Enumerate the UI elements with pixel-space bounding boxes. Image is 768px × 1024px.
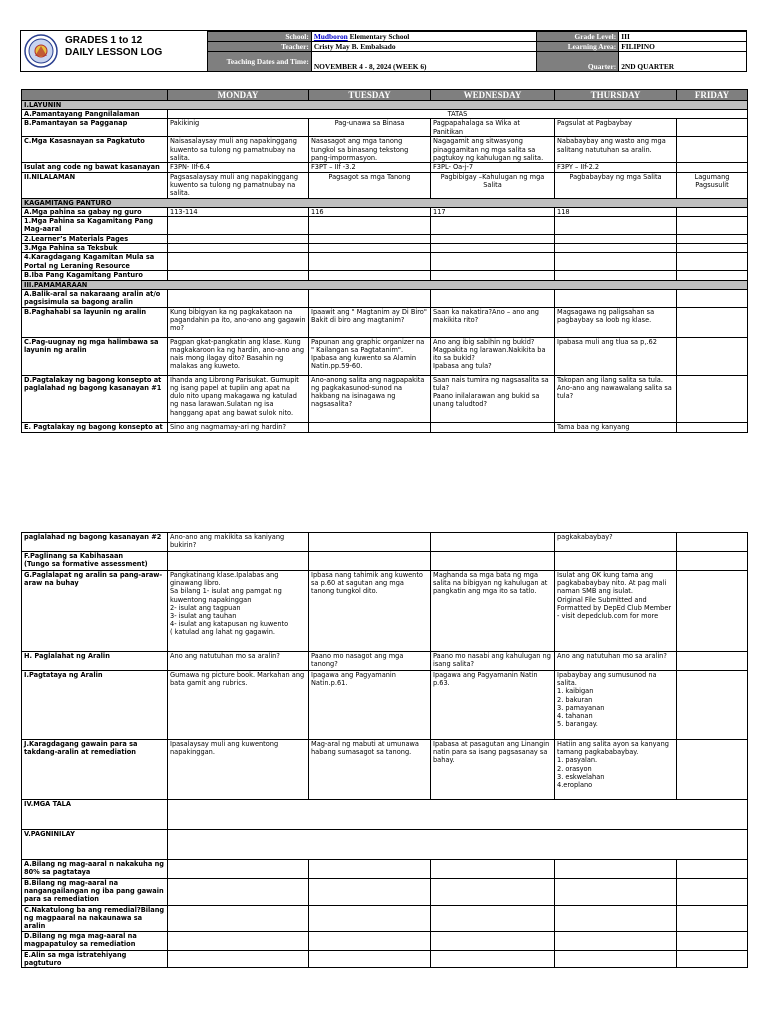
day-cell-tuesday[interactable]: Ipaawit ang " Magtanim ay Di Biro" Bakit di biro ang magtanim?: [309, 307, 431, 337]
day-cell-friday[interactable]: [677, 337, 748, 375]
day-cell-thursday[interactable]: [555, 217, 677, 235]
day-cell-monday[interactable]: Ano ang natutuhan mo sa aralin?: [168, 652, 309, 671]
day-cell-tuesday[interactable]: [309, 931, 431, 950]
header-info-table: [207, 31, 747, 72]
day-cell-wednesday[interactable]: [431, 533, 555, 552]
day-cell-thursday[interactable]: [555, 244, 677, 253]
row-label: 3.Mga Pahina sa Teksbuk: [22, 244, 168, 253]
day-cell-monday[interactable]: F3PN- IIf-6.4: [168, 163, 309, 172]
school-label: School:: [208, 32, 312, 42]
lesson-log-table-page-2: [21, 532, 748, 968]
row-label: I.Pagtataya ng Aralin: [22, 671, 168, 740]
row-label: E. Pagtalakay ng bagong konsepto at: [22, 422, 168, 432]
day-cell-monday[interactable]: Pagpan gkat-pangkatin ang klase. Kung magkakaroon ka ng hardin, ano-ano ang nais mong ilagay dito? Basahin ng malakas ang kuweto.: [168, 337, 309, 375]
day-cell-tuesday[interactable]: Ipbasa nang tahimik ang kuwento sa p.60 at sagutan ang mga tanong tungkol dito.: [309, 571, 431, 652]
table-row: [22, 198, 748, 207]
day-cell-tuesday[interactable]: [309, 289, 431, 307]
table-row: [22, 422, 748, 432]
day-cell-wednesday[interactable]: [431, 931, 555, 950]
school-link[interactable]: Mudboron: [313, 32, 348, 41]
day-cell-friday[interactable]: [677, 740, 748, 800]
day-cell-wednesday[interactable]: [431, 860, 555, 879]
row-label: G.Paglalapat ng aralin sa pang-araw-araw na buhay: [22, 571, 168, 652]
row-label: V.PAGNINILAY: [22, 830, 168, 860]
day-cell-tuesday[interactable]: [309, 860, 431, 879]
day-cell-monday[interactable]: [168, 552, 309, 571]
row-label: C.Mga Kasasnayan sa Pagkatuto: [22, 137, 168, 163]
learning-area-value: FILIPINO: [619, 42, 747, 52]
day-cell-wednesday[interactable]: Paano mo nasabi ang kahulugan ng isang salita?: [431, 652, 555, 671]
row-label: A.Balik-aral sa nakaraang aralin at/o pagsisimula sa bagong aralin: [22, 289, 168, 307]
row-label: E.Alin sa mga istratehiyang pagtuturo: [22, 950, 168, 967]
row-label: D.Pagtalakay ng bagong konsepto at paglalahad ng bagong kasanayan #1: [22, 375, 168, 422]
row-label: C.Pag-uugnay ng mga halimbawa sa layunin ng aralin: [22, 337, 168, 375]
day-cell-monday[interactable]: Gumawa ng picture book. Markahan ang bata gamit ang rubrics.: [168, 671, 309, 740]
day-cell-thursday[interactable]: Pagbabaybay ng mga Salita: [555, 172, 677, 198]
day-cell-monday[interactable]: Naisasalaysay muli ang napakinggang kuwento sa tulong ng pamatnubay na salita.: [168, 137, 309, 163]
day-cell-tuesday[interactable]: Ano-anong salita ang nagpapakita ng pagkakasunod-sunod na hakbang na isinagawa ng nagsasalita?: [309, 375, 431, 422]
day-cell-friday[interactable]: [677, 307, 748, 337]
day-cell-friday[interactable]: [677, 671, 748, 740]
table-row: [22, 137, 748, 163]
day-cell-thursday[interactable]: [555, 879, 677, 906]
table-row: [22, 533, 748, 552]
day-cell-monday[interactable]: [168, 217, 309, 235]
day-cell-friday[interactable]: [677, 235, 748, 244]
day-cell-thursday[interactable]: [555, 235, 677, 244]
row-label: F.Paglinang sa Kabihasaan (Tungo sa formative assessment): [22, 552, 168, 571]
day-cell-monday[interactable]: [168, 271, 309, 280]
table-row: [22, 950, 748, 967]
day-cell-thursday[interactable]: 118: [555, 207, 677, 216]
day-cell-thursday[interactable]: Ipabaybay ang sumusunod na salita. 1. kaibigan 2. bakuran 3. pamayanan 4. tahanan 5. barangay.: [555, 671, 677, 740]
table-row: [22, 307, 748, 337]
day-cell-tuesday[interactable]: Mag-aral ng mabuti at umunawa habang sumasagot sa tanong.: [309, 740, 431, 800]
day-cell-thursday[interactable]: [555, 289, 677, 307]
day-cell-wednesday[interactable]: Ipabasa at pasagutan ang Linangin natin para sa isang pagsasanay sa bahay.: [431, 740, 555, 800]
row-label: B.Paghahabi sa layunin ng aralin: [22, 307, 168, 337]
day-header-monday: MONDAY: [168, 90, 309, 101]
day-cell-friday[interactable]: [677, 217, 748, 235]
quarter-value: 2ND QUARTER: [619, 52, 747, 72]
day-cell-tuesday[interactable]: Papunan ang graphic organizer na " Kailangan sa Pagtatanim". Ipabasa ang kuwento sa Alamin Natin.pp.59-60.: [309, 337, 431, 375]
row-label: D.Bilang ng mga mag-aaral na magpapatuloy sa remediation: [22, 931, 168, 950]
day-cell-friday[interactable]: [677, 931, 748, 950]
day-cell-thursday[interactable]: [555, 950, 677, 967]
row-label: KAGAMITANG PANTURO: [22, 198, 748, 207]
row-label: B.Bilang ng mag-aaral na nangangailangan ng iba pang gawain para sa remediation: [22, 879, 168, 906]
day-cell-tuesday[interactable]: [309, 271, 431, 280]
row-label: I.LAYUNIN: [22, 101, 748, 110]
day-cell-thursday[interactable]: F3PY – IIf-2.2: [555, 163, 677, 172]
lesson-log-table-page-1: [21, 89, 748, 433]
row-label: paglalahad ng bagong kasanayan #2: [22, 533, 168, 552]
day-cell-monday[interactable]: Ihanda ang Librong Parisukat. Gumupit ng isang papel at tupiin ang apat na dulo nito upang makagawa ng katulad ng nasa larawan.Sulatan ng isa hanggang apat ang bawat sulok nito.: [168, 375, 309, 422]
day-cell-wednesday[interactable]: [431, 879, 555, 906]
day-cell-tuesday[interactable]: Pag-unawa sa Binasa: [309, 119, 431, 137]
row-label: A.Bilang ng mag-aaral n nakakuha ng 80% sa pagtataya: [22, 860, 168, 879]
day-cell-tuesday[interactable]: [309, 950, 431, 967]
day-cell-monday[interactable]: [168, 879, 309, 906]
table-row: [22, 879, 748, 906]
day-cell-friday[interactable]: [677, 860, 748, 879]
day-cell-thursday[interactable]: [555, 271, 677, 280]
lesson-log-header: [20, 30, 747, 72]
day-cell-wednesday[interactable]: [431, 906, 555, 932]
day-cell-friday[interactable]: [677, 207, 748, 216]
day-cell-friday[interactable]: [677, 571, 748, 652]
day-cell-tuesday[interactable]: [309, 253, 431, 271]
day-cell-tuesday[interactable]: Pagsagot sa mga Tanong: [309, 172, 431, 198]
day-cell-monday[interactable]: Kung bibigyan ka ng pagkakataon na pagandahin pa ito, ano-ano ang gagawin mo?: [168, 307, 309, 337]
row-label: Isulat ang code ng bawat kasanayan: [22, 163, 168, 172]
day-cell-monday[interactable]: 113-114: [168, 207, 309, 216]
day-cell-friday[interactable]: [677, 253, 748, 271]
day-cell-monday[interactable]: [168, 906, 309, 932]
row-label: B.Pamantayan sa Pagganap: [22, 119, 168, 137]
day-cell-tuesday[interactable]: [309, 244, 431, 253]
day-cell-wednesday[interactable]: [431, 217, 555, 235]
table-row: [22, 244, 748, 253]
table-row: [22, 163, 748, 172]
deped-seal-icon: [24, 34, 58, 68]
table-row: [22, 235, 748, 244]
day-cell-tuesday[interactable]: Ipagawa ang Pagyamanin Natin.p.61.: [309, 671, 431, 740]
table-row: [22, 652, 748, 671]
row-label: III.PAMAMARAAN: [22, 280, 748, 289]
day-cell-thursday[interactable]: Isulat ang OK kung tama ang pagkababaybay nito. At pag mali naman SMB ang isulat. Original File Submitted and Formatted by DepEd Club Member - visit depedclub.com for more: [555, 571, 677, 652]
row-label: J.Karagdagang gawain para sa takdang-aralin at remediation: [22, 740, 168, 800]
day-cell-wednesday[interactable]: [431, 950, 555, 967]
title-line-2: DAILY LESSON LOG: [65, 47, 163, 58]
day-cell-monday[interactable]: [168, 235, 309, 244]
day-cell-friday[interactable]: [677, 137, 748, 163]
table-row: [22, 110, 748, 119]
day-cell-wednesday[interactable]: [431, 422, 555, 432]
day-cell-monday[interactable]: Pangkatinang klase.Ipalabas ang ginawang libro. Sa bilang 1- isulat ang pamgat ng kuwentong napakinggan 2- isulat ang tagpuan 3- isulat ang tauhan 4- isulat ang katapusan ng kuwento ( katulad ang lahat ng gagawin.: [168, 571, 309, 652]
table-row: [22, 375, 748, 422]
day-cell-friday[interactable]: [677, 879, 748, 906]
school-value: Mudboron Elementary School: [311, 32, 537, 42]
row-label: C.Nakatulong ba ang remedial?Bilang ng magpaaral na nakaunawa sa aralin: [22, 906, 168, 932]
lesson-log-title: [65, 35, 162, 59]
row-label: B.Iba Pang Kagamitang Panturo: [22, 271, 168, 280]
row-label: 2.Learner’s Materials Pages: [22, 235, 168, 244]
day-cell-friday[interactable]: [677, 652, 748, 671]
day-cell-friday[interactable]: [677, 163, 748, 172]
day-cell-thursday[interactable]: Ipabasa muli ang tlua sa p,.62: [555, 337, 677, 375]
table-row: [22, 271, 748, 280]
day-cell-tuesday[interactable]: 116: [309, 207, 431, 216]
day-cell-thursday[interactable]: [555, 552, 677, 571]
day-cell-friday[interactable]: [677, 289, 748, 307]
day-cell-monday[interactable]: [168, 289, 309, 307]
row-label: IV.MGA TALA: [22, 800, 168, 830]
table-row: [22, 800, 748, 830]
day-cell-tuesday[interactable]: [309, 235, 431, 244]
day-cell-wednesday[interactable]: [431, 253, 555, 271]
day-header-tuesday: TUESDAY: [309, 90, 431, 101]
table-row: [22, 172, 748, 198]
day-cell-friday[interactable]: Lagumang Pagsusulit: [677, 172, 748, 198]
day-cell-thursday[interactable]: [555, 253, 677, 271]
row-empty-span-cell[interactable]: [168, 830, 748, 860]
day-cell-friday[interactable]: [677, 271, 748, 280]
day-cell-thursday[interactable]: [555, 931, 677, 950]
day-cell-monday[interactable]: Ano-ano ang makikita sa kaniyang bukirin?: [168, 533, 309, 552]
day-cell-thursday[interactable]: [555, 860, 677, 879]
day-cell-thursday[interactable]: Magsagawa ng paligsahan sa pagbaybay sa loob ng klase.: [555, 307, 677, 337]
table-row: [22, 906, 748, 932]
day-cell-tuesday[interactable]: [309, 533, 431, 552]
row-label: 4.Karagdagang Kagamitan Mula sa Portal ng Leraning Resource: [22, 253, 168, 271]
grade-level-label: Grade Level:: [537, 32, 619, 42]
day-header-wednesday: WEDNESDAY: [431, 90, 555, 101]
day-cell-monday[interactable]: Pagsasalaysay muli ang napakinggang kuwento sa tulong ng pamatnubay na salita.: [168, 172, 309, 198]
teaching-dates-label: Teaching Dates and Time:: [208, 52, 312, 72]
day-cell-monday[interactable]: Ipasalaysay muli ang kuwentong napakinggan.: [168, 740, 309, 800]
table-row: [22, 119, 748, 137]
teacher-value: Cristy May B. Embalsado: [311, 42, 537, 52]
day-cell-wednesday[interactable]: [431, 235, 555, 244]
day-cell-thursday[interactable]: pagkakabaybay?: [555, 533, 677, 552]
table-row: [22, 571, 748, 652]
learning-area-label: Learning Area:: [537, 42, 619, 52]
day-cell-friday[interactable]: [677, 422, 748, 432]
table-row: [22, 101, 748, 110]
day-cell-wednesday[interactable]: F3PL- Oa-j-7: [431, 163, 555, 172]
table-row: [22, 253, 748, 271]
day-cell-monday[interactable]: [168, 860, 309, 879]
day-header-row: [22, 90, 748, 101]
day-cell-wednesday[interactable]: Ipagawa ang Pagyamanin Natin p.63.: [431, 671, 555, 740]
table-row: [22, 860, 748, 879]
day-cell-thursday[interactable]: Hatiin ang salita ayon sa kanyang tamang pagkababaybay. 1. pasyalan. 2. orasyon 3. eskwelahan 4.eroplano: [555, 740, 677, 800]
day-cell-thursday[interactable]: Ano ang natutuhan mo sa aralin?: [555, 652, 677, 671]
table-row: [22, 217, 748, 235]
day-cell-friday[interactable]: [677, 906, 748, 932]
row-span-cell: TATAS: [168, 110, 748, 119]
table-row: [22, 207, 748, 216]
day-cell-monday[interactable]: Sino ang nagmamay-ari ng hardin?: [168, 422, 309, 432]
day-cell-friday[interactable]: [677, 244, 748, 253]
table-row: [22, 830, 748, 860]
day-cell-friday[interactable]: [677, 119, 748, 137]
teacher-label: Teacher:: [208, 42, 312, 52]
row-label: II.NILALAMAN: [22, 172, 168, 198]
day-cell-wednesday[interactable]: Pagpapahalaga sa Wika at Panitikan: [431, 119, 555, 137]
day-cell-wednesday[interactable]: [431, 271, 555, 280]
row-label: A.Mga pahina sa gabay ng guro: [22, 207, 168, 216]
row-label: 1.Mga Pahina sa Kagamitang Pang Mag-aaral: [22, 217, 168, 235]
day-cell-monday[interactable]: Pakikinig: [168, 119, 309, 137]
day-cell-wednesday[interactable]: [431, 289, 555, 307]
day-cell-monday[interactable]: [168, 253, 309, 271]
day-cell-wednesday[interactable]: Ano ang ibig sabihin ng bukid? Magpakita ng larawan.Nakikita ba ito sa bukid? Ipabasa ang tula?: [431, 337, 555, 375]
day-cell-wednesday[interactable]: [431, 244, 555, 253]
day-cell-monday[interactable]: [168, 244, 309, 253]
day-cell-friday[interactable]: [677, 375, 748, 422]
day-cell-monday[interactable]: [168, 931, 309, 950]
day-cell-thursday[interactable]: Takopan ang ilang salita sa tula. Ano-ano ang nawawalang salita sa tula?: [555, 375, 677, 422]
table-row: [22, 289, 748, 307]
day-cell-wednesday[interactable]: Saan ka nakatira?Ano – ano ang makikita rito?: [431, 307, 555, 337]
day-cell-thursday[interactable]: Nababaybay ang wasto ang mga salitang natutuhan sa aralin.: [555, 137, 677, 163]
day-cell-wednesday[interactable]: 117: [431, 207, 555, 216]
day-cell-friday[interactable]: [677, 552, 748, 571]
day-cell-wednesday[interactable]: [431, 552, 555, 571]
day-header-blank: [22, 90, 168, 101]
day-cell-tuesday[interactable]: Paano mo nasagot ang mga tanong?: [309, 652, 431, 671]
table-row: [22, 552, 748, 571]
day-cell-thursday[interactable]: Tama baa ng kanyang: [555, 422, 677, 432]
day-cell-tuesday[interactable]: Nasasagot ang mga tanong tungkol sa binasang tekstong pang-impormasyon.: [309, 137, 431, 163]
title-line-1: GRADES 1 to 12: [65, 35, 143, 46]
row-empty-span-cell[interactable]: [168, 800, 748, 830]
day-cell-tuesday[interactable]: [309, 217, 431, 235]
row-label: H. Paglalahat ng Aralin: [22, 652, 168, 671]
quarter-label: Quarter:: [537, 52, 619, 72]
table-row: [22, 740, 748, 800]
table-row: [22, 671, 748, 740]
table-row: [22, 931, 748, 950]
table-row: [22, 337, 748, 375]
day-cell-tuesday[interactable]: [309, 552, 431, 571]
day-cell-tuesday[interactable]: [309, 422, 431, 432]
row-label: A.Pamantayang Pangnilalaman: [22, 110, 168, 119]
grade-level-value: III: [619, 32, 747, 42]
day-cell-thursday[interactable]: Pagsulat at Pagbaybay: [555, 119, 677, 137]
day-cell-tuesday[interactable]: F3PT – IIf -3.2: [309, 163, 431, 172]
day-cell-wednesday[interactable]: Maghanda sa mga bata ng mga salita na bibigyan ng kahulugan at pangkatin ang mga ito sa tatlo.: [431, 571, 555, 652]
table-row: [22, 280, 748, 289]
day-cell-monday[interactable]: [168, 950, 309, 967]
day-header-thursday: THURSDAY: [555, 90, 677, 101]
day-cell-tuesday[interactable]: [309, 906, 431, 932]
day-cell-thursday[interactable]: [555, 906, 677, 932]
day-header-friday: FRIDAY: [677, 90, 748, 101]
day-cell-friday[interactable]: [677, 950, 748, 967]
day-cell-wednesday[interactable]: Saan nais tumira ng nagsasalita sa tula? Paano inilalarawan ang bukid sa unang taludtod?: [431, 375, 555, 422]
day-cell-tuesday[interactable]: [309, 879, 431, 906]
day-cell-wednesday[interactable]: Nagagamit ang sitwasyong pinaggamitan ng mga salita sa pagtukoy ng kahulugan ng salita.: [431, 137, 555, 163]
day-cell-friday[interactable]: [677, 533, 748, 552]
teaching-dates-value: NOVEMBER 4 - 8, 2024 (WEEK 6): [311, 52, 537, 72]
day-cell-wednesday[interactable]: Pagbibigay –Kahulugan ng mga Salita: [431, 172, 555, 198]
